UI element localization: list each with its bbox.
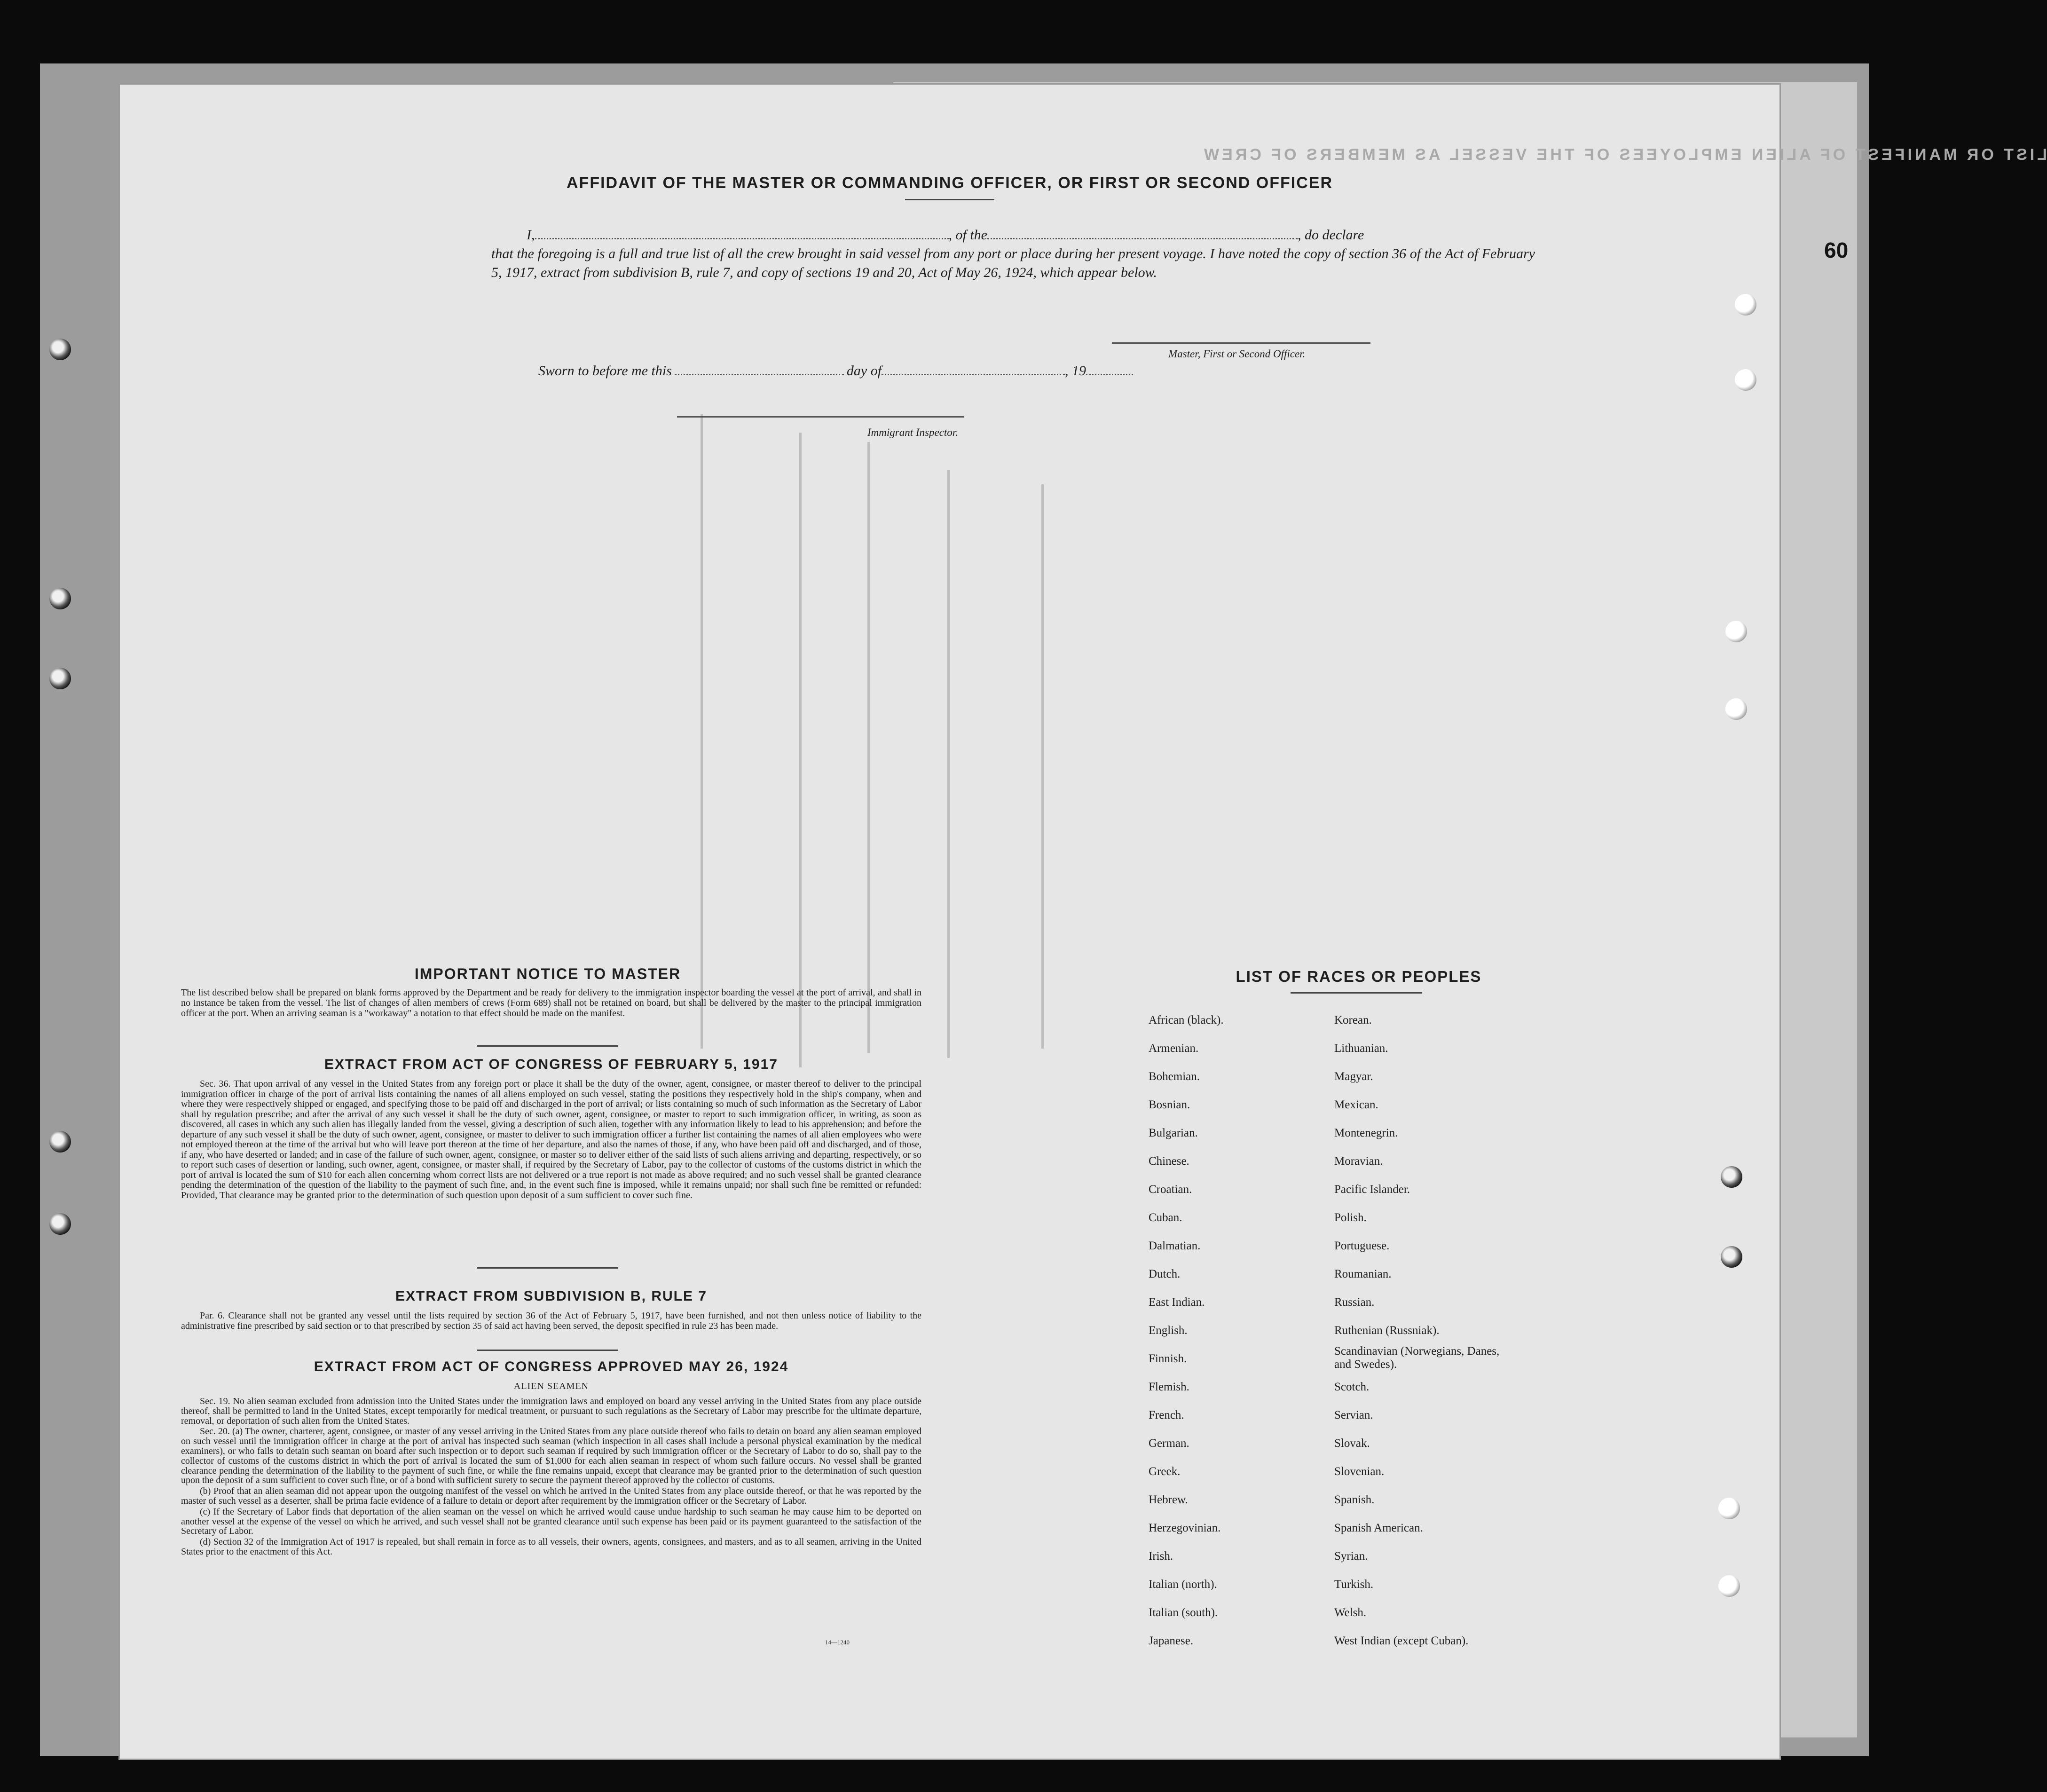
punch-hole-icon bbox=[49, 668, 71, 689]
punch-hole-icon bbox=[49, 1131, 71, 1153]
punch-hole-icon bbox=[49, 339, 71, 360]
section-divider bbox=[477, 1267, 618, 1269]
race-item: Polish. bbox=[1334, 1211, 1367, 1224]
race-item: Bulgarian. bbox=[1149, 1127, 1198, 1139]
declaration-declare: , do declare bbox=[1298, 227, 1364, 243]
column-rule bbox=[1041, 484, 1044, 1049]
races-title: LIST OF RACES OR PEOPLES bbox=[1236, 968, 1482, 985]
race-item: Irish. bbox=[1149, 1550, 1173, 1563]
race-item: Magyar. bbox=[1334, 1070, 1373, 1083]
race-item: Dalmatian. bbox=[1149, 1239, 1201, 1252]
sec-20b-paragraph: (b) Proof that an alien seaman did not appear upon the outgoing manifest of the vessel on which he arrived in the United States from any place outside thereof, or that he was reported by the master of such vessel as a deserter, shall be prima facie evidence of a failure to detain or deport after requirement by the immigration officer or the Secretary of Labor. bbox=[181, 1486, 921, 1506]
race-item: English. bbox=[1149, 1324, 1188, 1337]
punch-hole-icon bbox=[1718, 1575, 1740, 1597]
extract-1917-title: EXTRACT FROM ACT OF CONGRESS OF FEBRUARY 5, 1917 bbox=[324, 1057, 778, 1072]
bleed-through-heading: LIST OR MANIFEST OF ALIEN EMPLOYEES OF THE VESSEL AS MEMBERS OF CREW bbox=[1201, 146, 2047, 164]
punch-hole-icon bbox=[1725, 621, 1747, 642]
race-item: Welsh. bbox=[1334, 1606, 1367, 1619]
punch-hole-icon bbox=[49, 1213, 71, 1235]
race-item: West Indian (except Cuban). bbox=[1334, 1634, 1469, 1647]
extract-1924-title: EXTRACT FROM ACT OF CONGRESS APPROVED MAY 26, 1924 bbox=[314, 1359, 789, 1374]
sworn-day-of: day of bbox=[846, 363, 882, 379]
race-item: Syrian. bbox=[1334, 1550, 1368, 1563]
punch-hole-icon bbox=[1725, 698, 1747, 720]
sworn-year: , 19 bbox=[1065, 363, 1086, 379]
punch-hole-icon bbox=[1735, 369, 1756, 391]
race-item: East Indian. bbox=[1149, 1296, 1205, 1309]
sec-20a-paragraph: Sec. 20. (a) The owner, charterer, agent, consignee, or master of any vessel arriving in the United States from any place outside thereof who fails to detain on board any alien seaman employed on such vessel until the immigration officer in charge at the port of arrival has inspected such seaman (which inspection in all cases shall include a personal physical examination by the medical examiners), or who fails to detain such seaman on board after such inspection or to deport such seaman if required by such immigration officer or the Secretary of Labor to do so, shall pay to the collector of customs of the customs district in which the port of arrival is located the sum of $1,000 for each alien seaman in respect of whom such failure occurs. No vessel shall be granted clearance pending the determination of the liability to the payment of such fine, or while the fine remains unpaid, except that clearance may be granted prior to the determination of such question upon the deposit of a sum sufficient to cover such fine, or of a bond with sufficient surety to secure the payment thereof approved by the collector of customs. bbox=[181, 1426, 921, 1486]
sec-19-paragraph: Sec. 19. No alien seaman excluded from admission into the United States under the immigration laws and employed on board any vessel arriving in the United States from any place outside thereof, shall be permitted to land in the United States, except temporarily for medical treatment, or pursuant to such regulations as the Secretary of Labor may prescribe for the ultimate departure, removal, or deportation of such alien from the United States. bbox=[181, 1396, 921, 1426]
punch-hole-icon bbox=[1721, 1246, 1742, 1268]
race-item: Herzegovinian. bbox=[1149, 1522, 1221, 1534]
race-item: Italian (south). bbox=[1149, 1606, 1218, 1619]
sworn-line bbox=[538, 363, 1133, 379]
race-item: Chinese. bbox=[1149, 1155, 1189, 1168]
race-item: Turkish. bbox=[1334, 1578, 1374, 1591]
master-signature-line[interactable] bbox=[1112, 342, 1370, 344]
race-item: Scotch. bbox=[1334, 1381, 1370, 1393]
extract-1917-text bbox=[181, 1079, 921, 1201]
races-right-column bbox=[1334, 1006, 1504, 1655]
extract-1924-subtitle: ALIEN SEAMEN bbox=[513, 1381, 589, 1391]
race-item: Moravian. bbox=[1334, 1155, 1383, 1168]
title-underline bbox=[905, 199, 994, 200]
declaration-of-the: , of the bbox=[948, 227, 987, 243]
race-item: Greek. bbox=[1149, 1465, 1181, 1478]
race-item: Lithuanian. bbox=[1334, 1042, 1388, 1055]
race-item: German. bbox=[1149, 1437, 1189, 1450]
sworn-day-blank[interactable] bbox=[675, 374, 844, 375]
punch-hole-icon bbox=[1721, 1166, 1742, 1188]
race-item: Finnish. bbox=[1149, 1352, 1187, 1365]
race-item: Roumanian. bbox=[1334, 1268, 1392, 1280]
race-item: Russian. bbox=[1334, 1296, 1375, 1309]
race-item: African (black). bbox=[1149, 1014, 1224, 1026]
race-item: Bosnian. bbox=[1149, 1098, 1190, 1111]
race-item: Cuban. bbox=[1149, 1211, 1182, 1224]
race-item: Korean. bbox=[1334, 1014, 1372, 1026]
race-item: Ruthenian (Russniak). bbox=[1334, 1324, 1440, 1337]
race-item: Bohemian. bbox=[1149, 1070, 1200, 1083]
extract-rule7-text bbox=[181, 1310, 921, 1332]
race-item: Pacific Islander. bbox=[1334, 1183, 1410, 1196]
declaration-i: I, bbox=[527, 227, 535, 243]
vessel-blank[interactable] bbox=[987, 238, 1298, 239]
race-item: Spanish. bbox=[1334, 1493, 1375, 1506]
punch-hole-icon bbox=[1735, 294, 1756, 316]
race-item: Croatian. bbox=[1149, 1183, 1192, 1196]
race-item: French. bbox=[1149, 1409, 1184, 1421]
master-signature-label: Master, First or Second Officer. bbox=[1168, 348, 1306, 360]
inspector-signature-line[interactable] bbox=[677, 416, 964, 418]
sworn-month-blank[interactable] bbox=[882, 374, 1065, 375]
sworn-year-blank[interactable] bbox=[1086, 374, 1133, 375]
punch-hole-icon bbox=[1718, 1498, 1740, 1519]
race-item: Slovenian. bbox=[1334, 1465, 1385, 1478]
races-left-column bbox=[1149, 1006, 1224, 1655]
section-divider bbox=[477, 1045, 618, 1047]
extract-1924-text bbox=[181, 1397, 921, 1558]
form-code: 14—1240 bbox=[825, 1639, 850, 1646]
column-rule bbox=[867, 442, 870, 1053]
race-item: Slovak. bbox=[1334, 1437, 1370, 1450]
notice-title: IMPORTANT NOTICE TO MASTER bbox=[414, 965, 681, 982]
page-number: 60 bbox=[1824, 238, 1849, 262]
inspector-label: Immigrant Inspector. bbox=[867, 426, 958, 438]
notice-text: The list described below shall be prepared on blank forms approved by the Department and be ready for delivery to the immigration inspector boarding the vessel at the port of arrival, and shall in no instance be taken from the vessel. The list of changes of alien members of crews (Form 689) shall not be retained on board, but shall be delivered by the master to the principal immigration officer at the port. When an arriving seaman is a "workaway" a notation to that effect should be made on the manifest. bbox=[181, 987, 921, 1018]
race-item: Mexican. bbox=[1334, 1098, 1378, 1111]
race-item: Servian. bbox=[1334, 1409, 1373, 1421]
name-blank[interactable] bbox=[535, 238, 949, 239]
race-item: Scandinavian (Norwegians, Danes, and Swedes). bbox=[1334, 1345, 1500, 1371]
race-item: Spanish American. bbox=[1334, 1522, 1423, 1534]
affidavit-title: AFFIDAVIT OF THE MASTER OR COMMANDING OFFICER, OR FIRST OR SECOND OFFICER bbox=[567, 174, 1333, 192]
race-item: Italian (north). bbox=[1149, 1578, 1217, 1591]
races-title-underline bbox=[1291, 992, 1422, 994]
race-item: Flemish. bbox=[1149, 1381, 1189, 1393]
race-item: Portuguese. bbox=[1334, 1239, 1390, 1252]
race-item: Dutch. bbox=[1149, 1268, 1181, 1280]
declaration-body: that the foregoing is a full and true list of all the crew brought in said vessel from any port or place during her present voyage. I have noted the copy of section 36 of the Act of February 5, 1917, extract from subdivision B, rule 7, and copy of sections 19 and 20, Act of May 26, 1924, which appear below. bbox=[491, 246, 1535, 280]
race-item: Montenegrin. bbox=[1334, 1127, 1398, 1139]
sworn-label: Sworn to before me this bbox=[538, 363, 672, 379]
race-item: Japanese. bbox=[1149, 1634, 1194, 1647]
extract-rule7-title: EXTRACT FROM SUBDIVISION B, RULE 7 bbox=[395, 1288, 708, 1304]
column-rule bbox=[701, 414, 703, 1049]
race-item: Armenian. bbox=[1149, 1042, 1199, 1055]
extract-rule7-paragraph: Par. 6. Clearance shall not be granted any vessel until the lists required by section 36 of the Act of February 5, 1917, have been furnished, and not then unless notice of liability to the administrative fine prescribed by said section or to that prescribed by section 35 of said act having been served, the deposit specified in rule 23 has been made. bbox=[181, 1310, 921, 1331]
declaration-line bbox=[491, 227, 1535, 243]
punch-hole-icon bbox=[49, 588, 71, 609]
sec-20c-paragraph: (c) If the Secretary of Labor finds that deportation of the alien seaman on the vessel on which he arrived would cause undue hardship to such seaman he may cause him to be deported on another vessel at the expense of the vessel on which he arrived, and such vessel shall not be granted clearance until such expense has been paid or its payment guaranteed to the satisfaction of the Secretary of Labor. bbox=[181, 1506, 921, 1537]
section-divider bbox=[477, 1350, 618, 1351]
sec-20d-paragraph: (d) Section 32 of the Immigration Act of 1917 is repealed, but shall remain in force as to all vessels, their owners, agents, consignees, and masters, and as to all seamen, arriving in the United States prior to the enactment of this Act. bbox=[181, 1537, 921, 1557]
column-rule bbox=[947, 470, 950, 1058]
race-item: Hebrew. bbox=[1149, 1493, 1188, 1506]
extract-1917-paragraph: Sec. 36. That upon arrival of any vessel in the United States from any foreign port or place it shall be the duty of the owner, agent, consignee, or master thereof to deliver to the principal immigration officer in charge of the port of arrival lists containing the names of all aliens employed on such vessel, stating the positions they respectively hold in the ship's company, when and where they were respectively shipped or engaged, and specifying those to be paid off and discharged in the port of arrival; or lists containing so much of such information as the Secretary of Labor shall by regulation prescribe; and after the arrival of any such vessel it shall be the duty of such owner, agent, consignee, or master to report to such immigration officer, in writing, as soon as discovered, all cases in which any such alien has illegally landed from the vessel, giving a description of such alien, together with any information likely to lead to his apprehension; and before the departure of any such vessel it shall be the duty of such owner, agent, consignee, or master to deliver to such immigration officer a further list containing the names of all alien employees who were not employed thereon at the time of the arrival but who will leave port thereon at the time of her departure, and also the names of those, if any, who have been paid off and discharged, and of those, if any, who have deserted or landed; and in case of the failure of such owner, agent, consignee, or master so to deliver either of the said lists of such aliens arriving and departing, respectively, or so to report such cases of desertion or landing, such owner, agent, consignee, or master shall, if required by the Secretary of Labor, pay to the collector of customs of the customs district in which the port of arrival is located the sum of $10 for each alien concerning whom correct lists are not delivered or a true report is not made as above required; and no such vessel shall be granted clearance pending the determination of the question of the liability to the payment of such fine, and, in the event such fine is imposed, while it remains unpaid; nor shall such fine be remitted or refunded: Provided, That clearance may be granted prior to the determination of such question upon deposit of a sum sufficient to cover such fine. bbox=[181, 1079, 921, 1200]
